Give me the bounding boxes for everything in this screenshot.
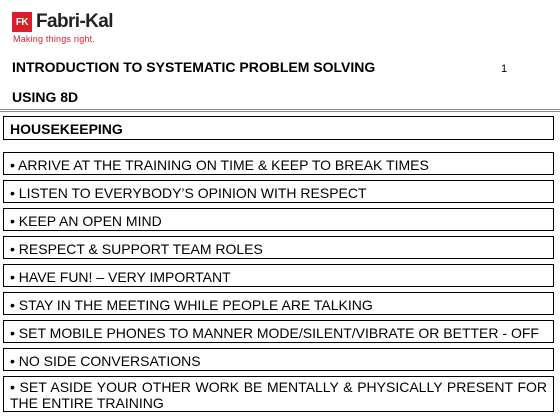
rule-item: • STAY IN THE MEETING WHILE PEOPLE ARE TALKING (3, 292, 554, 315)
rule-item: • RESPECT & SUPPORT TEAM ROLES (3, 236, 554, 259)
header-divider-top (0, 109, 560, 110)
page-number: 1 (501, 63, 508, 75)
rule-item: • NO SIDE CONVERSATIONS (3, 348, 554, 371)
rule-item: • LISTEN TO EVERYBODY’S OPINION WITH RESPECT (3, 180, 554, 203)
logo-tagline: Making things right. (13, 34, 96, 44)
logo-wordmark: Fabri-Kal (36, 11, 113, 32)
header-divider-bottom (0, 111, 560, 112)
page-title-line-1: INTRODUCTION TO SYSTEMATIC PROBLEM SOLVING (12, 59, 376, 75)
section-heading: HOUSEKEEPING (3, 116, 554, 140)
fabri-kal-logo (12, 10, 172, 50)
logo-badge: FK (12, 12, 32, 32)
housekeeping-section (3, 116, 554, 412)
rule-item: • SET ASIDE YOUR OTHER WORK BE MENTALLY & PHYSICALLY PRESENT FOR THE ENTIRE TRAINING (3, 376, 554, 412)
page-title-line-2: USING 8D (12, 89, 79, 105)
rule-item: • KEEP AN OPEN MIND (3, 208, 554, 231)
rule-item: • SET MOBILE PHONES TO MANNER MODE/SILENT/VIBRATE OR BETTER - OFF (3, 320, 554, 343)
rule-item: • ARRIVE AT THE TRAINING ON TIME & KEEP TO BREAK TIMES (3, 152, 554, 175)
rule-item: • HAVE FUN! – VERY IMPORTANT (3, 264, 554, 287)
